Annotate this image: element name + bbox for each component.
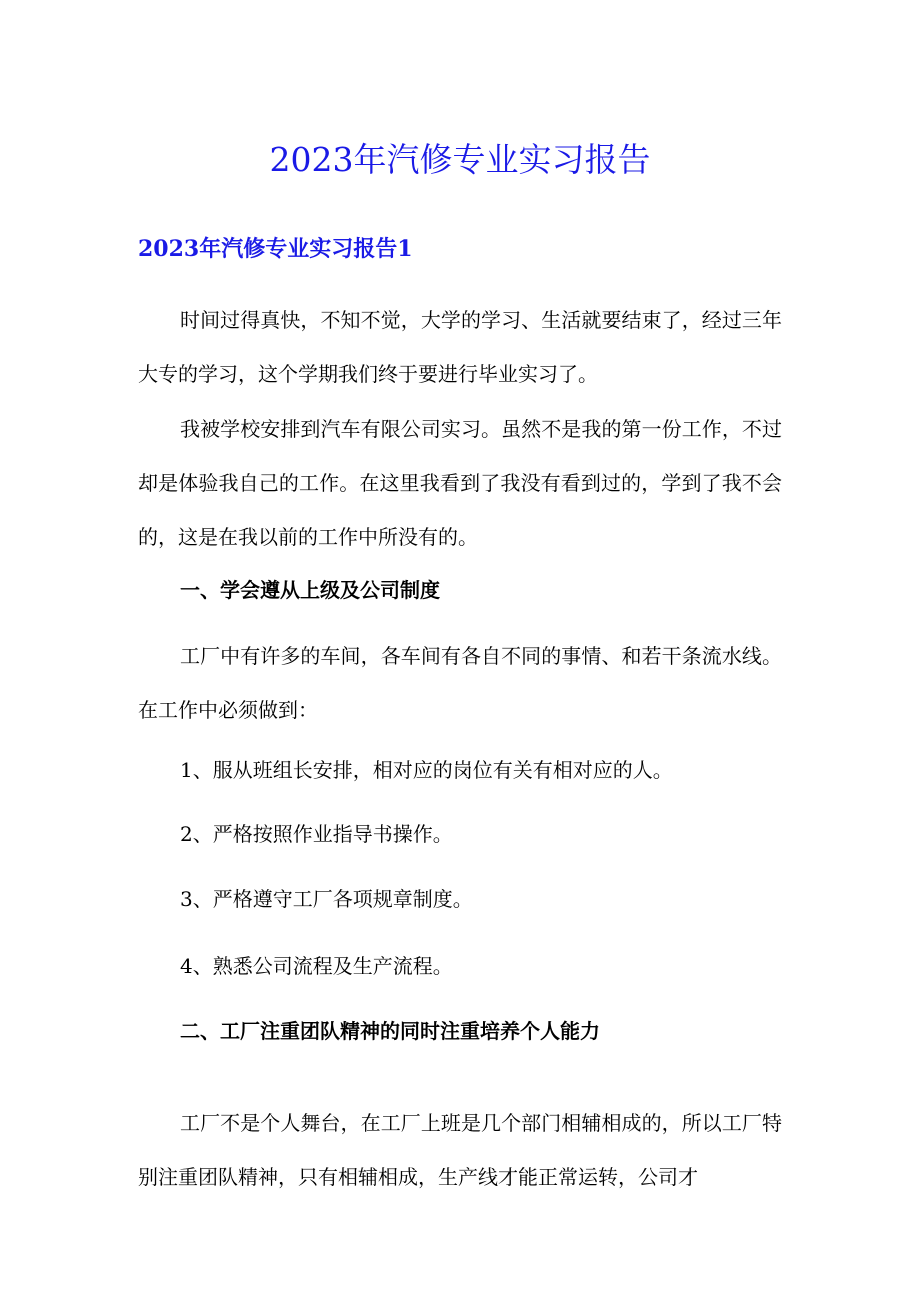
list-item: 2、严格按照作业指导书操作。 (180, 822, 453, 846)
list-item: 3、严格遵守工厂各项规章制度。 (180, 887, 473, 911)
section-title: 2023年汽修专业实习报告1 (138, 236, 413, 262)
heading-rules: 一、学会遵从上级及公司制度 (180, 578, 440, 602)
list-item: 4、熟悉公司流程及生产流程。 (180, 954, 453, 978)
heading-teamwork: 二、工厂注重团队精神的同时注重培养个人能力 (180, 1019, 600, 1043)
document-title: 2023年汽修专业实习报告 (269, 140, 651, 179)
paragraph-teamwork: 工厂不是个人舞台，在工厂上班是几个部门相辅相成的，所以工厂特别注重团队精神，只有相辅相成，生产线才能正常运转，公司才 (138, 1111, 782, 1189)
paragraph-internship: 我被学校安排到汽车有限公司实习。虽然不是我的第一份工作，不过却是体验我自己的工作。在这里我看到了我没有看到过的，学到了我不会的，这是在我以前的工作中所没有的。 (138, 417, 782, 549)
list-item: 1、服从班组长安排，相对应的岗位有关有相对应的人。 (180, 758, 673, 782)
paragraph-workshop: 工厂中有许多的车间，各车间有各自不同的事情、和若干条流水线。在工作中必须做到： (138, 644, 782, 722)
paragraph-intro: 时间过得真快，不知不觉，大学的学习、生活就要结束了，经过三年大专的学习，这个学期我们终于要进行毕业实习了。 (138, 308, 782, 386)
